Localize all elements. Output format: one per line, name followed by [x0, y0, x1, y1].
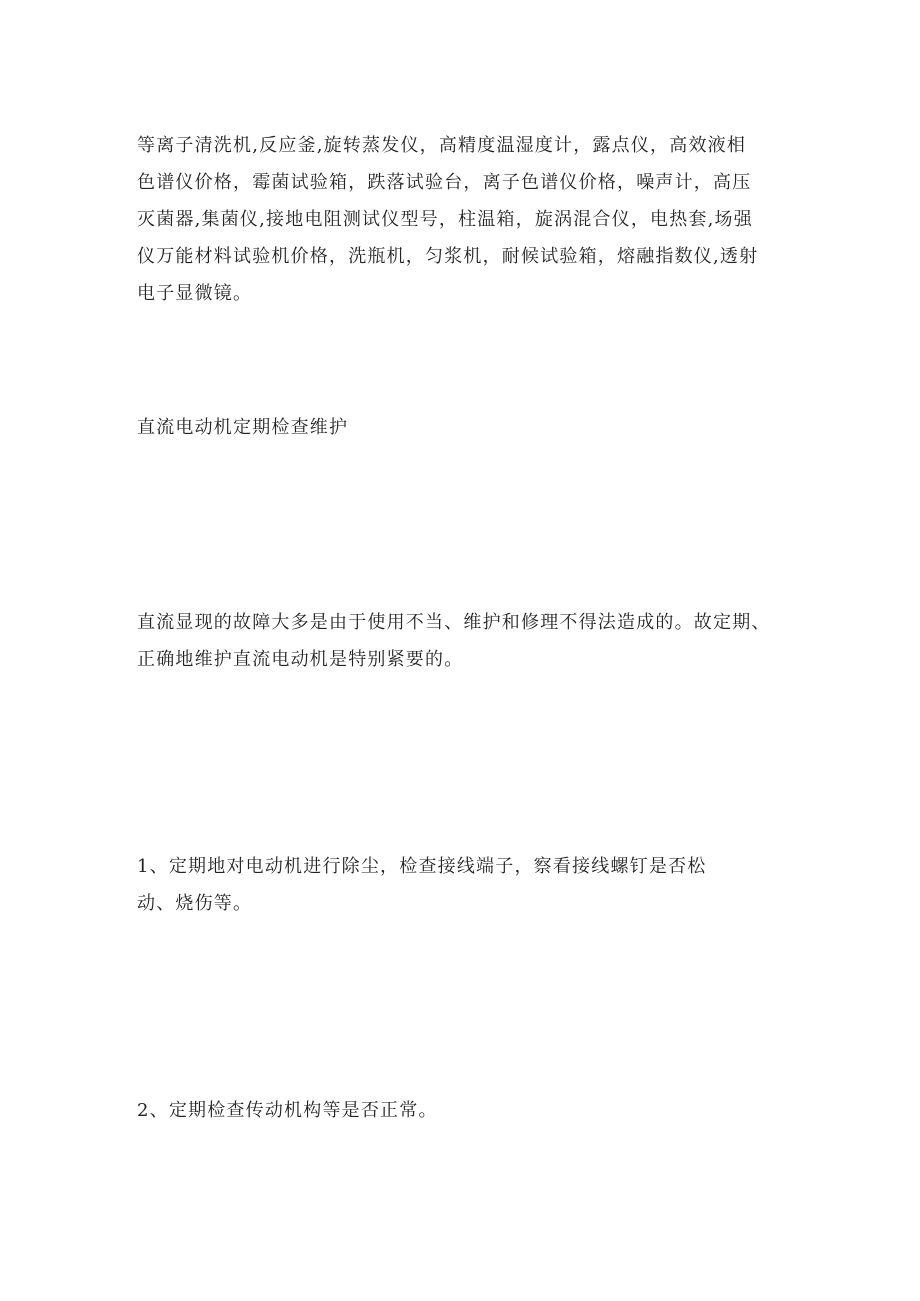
list-item-2: [137, 1092, 438, 1129]
intro-line: 仪万能材料试验机价格，洗瓶机，匀浆机，耐候试验箱，熔融指数仪,透射: [137, 246, 759, 267]
list-item-1: [137, 848, 706, 922]
intro-line: 等离子清洗机,反应釜,旋转蒸发仪，高精度温湿度计，露点仪，高效液相: [137, 135, 747, 156]
intro-paragraph: [137, 127, 758, 312]
list-item-line: 动、烧伤等。: [137, 893, 253, 914]
list-item-line: 1、定期地对电动机进行除尘，检查接线端子，察看接线螺钉是否松: [137, 856, 707, 877]
section-heading: [137, 409, 348, 446]
section-heading-text: 直流电动机定期检查维护: [137, 417, 349, 438]
body-paragraph: [137, 604, 771, 678]
body-paragraph-line: 正确地维护直流电动机是特别紧要的。: [137, 649, 464, 670]
intro-line: 灭菌器,集菌仪,接地电阻测试仪型号，柱温箱，旋涡混合仪，电热套,场强: [137, 209, 753, 230]
intro-line: 电子显微镜。: [137, 283, 253, 304]
list-item-line: 2、定期检查传动机构等是否正常。: [137, 1100, 438, 1121]
intro-line: 色谱仪价格，霉菌试验箱，跌落试验台，离子色谱仪价格，噪声计，高压: [137, 172, 752, 193]
body-paragraph-line: 直流显现的故障大多是由于使用不当、维护和修理不得法造成的。故定期、: [137, 612, 771, 633]
